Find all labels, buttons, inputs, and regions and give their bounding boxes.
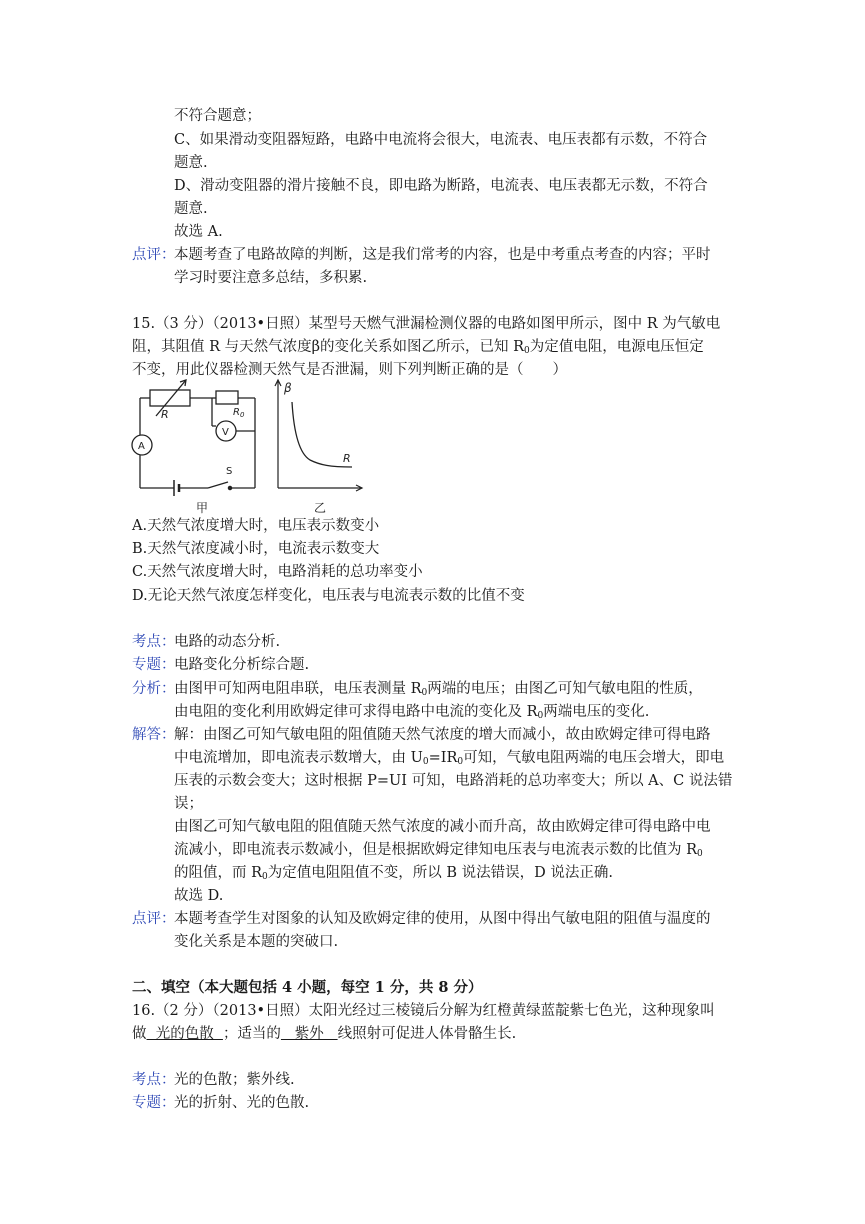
fenxi-text-line: 由电阻的变化利用欧姆定律可求得电路中电流的变化及 $R_0$两端电压的变化.	[174, 704, 650, 721]
option-c: C.天然气浓度增大时，电路消耗的总功率变小	[132, 564, 423, 580]
zhuanti-text: 光的折射、光的色散.	[174, 1095, 310, 1111]
dianping-label: 点评：	[132, 911, 176, 927]
question-stem-line: 16.（2 分）（2013•日照）太阳光经过三棱镜后分解为红橙黄绿蓝靛紫七色光，这种现象叫	[132, 1003, 715, 1019]
switch-label: S	[226, 466, 233, 477]
voltmeter-label: V	[222, 427, 229, 438]
kaodian-text: 光的色散；紫外线.	[174, 1072, 295, 1088]
r0-label: $R_0$	[233, 407, 245, 419]
answer-text-line: D、滑动变阻器的滑片接触不良，即电路为断路，电流表、电压表都无示数，不符合	[174, 178, 708, 194]
jieda-text-line: 的阻值，而 $R_0$为定值电阻阻值不变，所以 B 说法错误，D 说法正确.	[174, 865, 613, 882]
jieda-text-line: 流减小，即电流表示数减小，但是根据欧姆定律知电压表与电流表示数的比值为 $R_0$	[174, 842, 703, 859]
review-label: 点评：	[132, 247, 176, 263]
ammeter-label: A	[138, 441, 145, 452]
fenxi-text-line: 由图甲可知两电阻串联，电压表测量 $R_0$两端的电压；由图乙可知气敏电阻的性质，	[174, 681, 703, 698]
question-stem-line: 不变，用此仪器检测天然气是否泄漏，则下列判断正确的是（ ）	[132, 362, 567, 378]
zhuanti-label: 专题：	[132, 657, 176, 673]
answer-blank-2: 紫外	[280, 1026, 338, 1042]
fixed-resistor-r0	[216, 391, 238, 404]
dianping-text-line: 变化关系是本题的突破口.	[174, 934, 339, 950]
fenxi-label: 分析：	[132, 681, 176, 697]
kaodian-label: 考点：	[132, 634, 176, 650]
option-d: D.无论天然气浓度怎样变化，电压表与电流表示数的比值不变	[132, 588, 525, 604]
kaodian-text: 电路的动态分析.	[174, 634, 281, 650]
section-heading: 二、填空（本大题包括 4 小题，每空 1 分，共 8 分）	[132, 979, 483, 996]
answer-text-line: 故选 A.	[174, 224, 223, 240]
answer-blank-1: 光的色散	[146, 1026, 223, 1042]
zhuanti-label: 专题：	[132, 1095, 176, 1111]
jieda-text-line: 故选 D.	[174, 888, 224, 904]
jieda-text-line: 误；	[174, 796, 203, 812]
concentration-graph	[270, 376, 370, 516]
sensor-resistor-r	[150, 390, 190, 406]
jieda-label: 解答：	[132, 727, 176, 743]
review-text-line: 学习时要注意多总结，多积累.	[174, 270, 368, 286]
question-stem-line: 阻，其阻值 R 与天然气浓度β的变化关系如图乙所示，已知 $R_0$为定值电阻，电源电压恒定	[132, 339, 704, 356]
y-axis-label: β	[284, 381, 292, 395]
question-stem-line: 15.（3 分）（2013•日照）某型号天燃气泄漏检测仪器的电路如图甲所示，图中 R 为气敏电	[132, 316, 721, 332]
jieda-text-line: 中电流增加，即电流表示数增大，由 $U_0=IR_0$可知，气敏电阻两端的电压会增大，即电	[174, 750, 725, 767]
r-label: R	[161, 408, 169, 421]
jieda-text-line: 由图乙可知气敏电阻的阻值随天然气浓度的减小而升高，故由欧姆定律可得电路中电	[174, 819, 711, 835]
figure-caption: 乙	[314, 501, 327, 515]
circuit-diagram	[128, 378, 268, 516]
question-stem-line: 做 光的色散 ；适当的 紫外 线照射可促进人体骨骼生长.	[132, 1026, 517, 1042]
jieda-text-line: 压表的示数会变大；这时根据 P=UI 可知，电路消耗的总功率变大；所以 A、C 说法错	[174, 773, 733, 789]
figure-caption: 甲	[196, 501, 209, 515]
option-a: A.天然气浓度增大时，电压表示数变小	[132, 518, 380, 534]
answer-text-line: 题意.	[174, 201, 208, 217]
jieda-text-line: 解：由图乙可知气敏电阻的阻值随天然气浓度的增大而减小，故由欧姆定律可得电路	[174, 727, 711, 743]
answer-text-line: 不符合题意；	[174, 108, 261, 124]
zhuanti-text: 电路变化分析综合题.	[174, 657, 310, 673]
kaodian-label: 考点：	[132, 1072, 176, 1088]
review-text-line: 本题考查了电路故障的判断，这是我们常考的内容，也是中考重点考查的内容；平时	[174, 247, 711, 263]
x-axis-label: R	[343, 452, 351, 465]
answer-text-line: C、如果滑动变阻器短路，电路中电流将会很大，电流表、电压表都有示数，不符合	[174, 132, 708, 148]
answer-text-line: 题意.	[174, 155, 208, 171]
dianping-text-line: 本题考查学生对图象的认知及欧姆定律的使用，从图中得出气敏电阻的阻值与温度的	[174, 911, 711, 927]
option-b: B.天然气浓度减小时，电流表示数变大	[132, 541, 380, 557]
